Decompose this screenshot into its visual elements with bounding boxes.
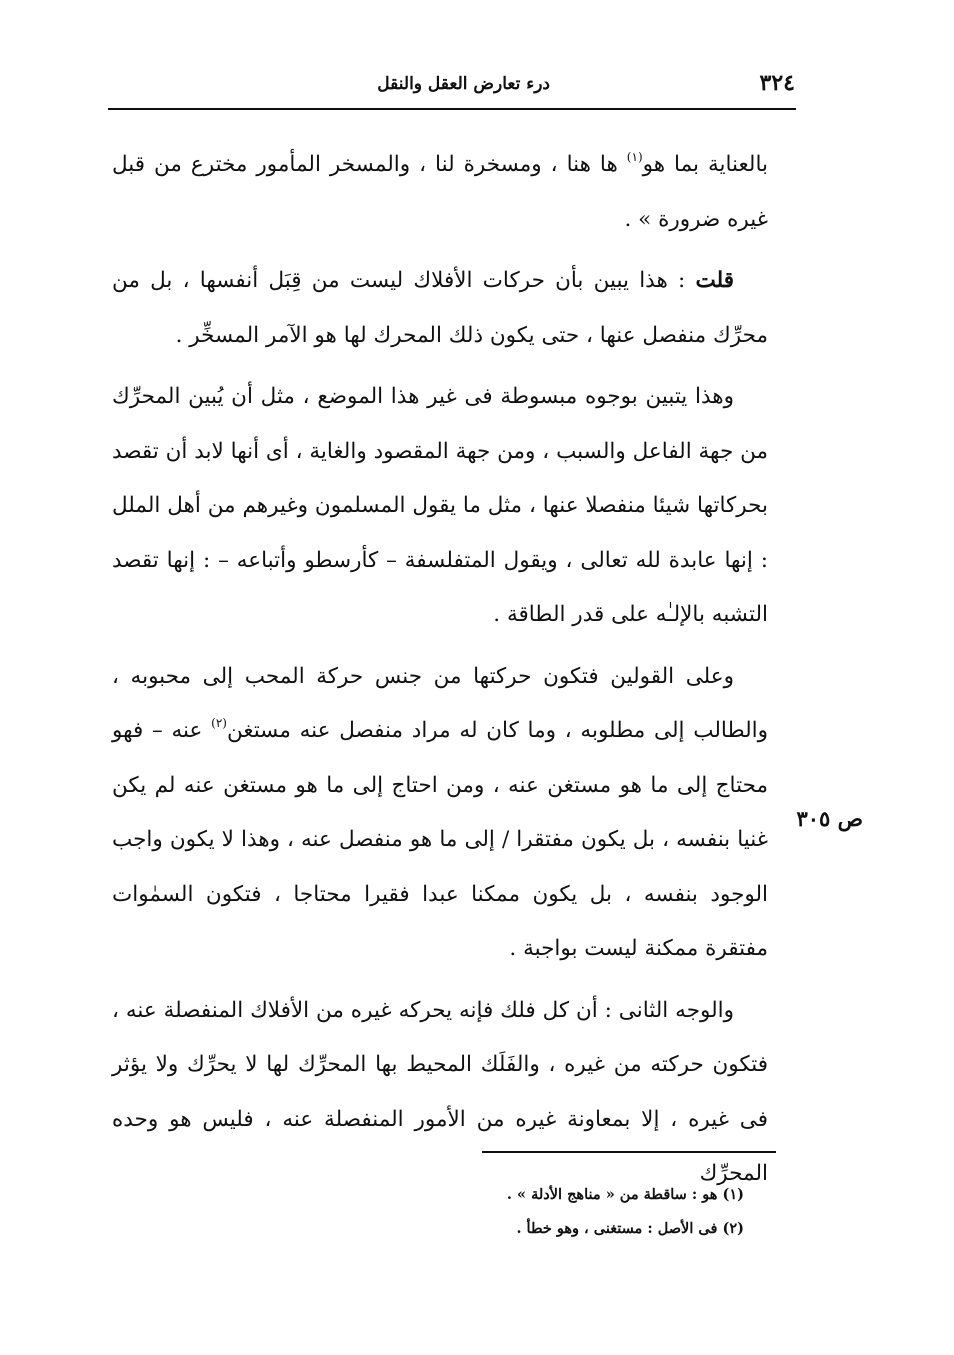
footnote-1: (١) هو : ساقطة من « مناهج الأدلة » . [506, 1186, 744, 1203]
paragraph-2-lead: قلت [695, 268, 734, 293]
footnote-mark-2: (٢) [211, 716, 227, 730]
paragraph-1 [112, 138, 768, 247]
paragraph-2 [112, 254, 768, 363]
paragraph-1-text-cont: ها هنا ، ومسخرة لنا ، والمسخر المأمور مخترع من قبل غيره ضرورة » . [112, 152, 768, 232]
paragraph-3 [112, 370, 768, 643]
running-title: درء تعارض العقل والنقل [377, 74, 550, 94]
main-text [112, 138, 768, 1202]
footnotes [440, 1178, 744, 1246]
paragraph-4-text-cont: عنه – فهو محتاج إلى ما هو مستغن عنه ، ومن احتاج إلى ما هو مستغن عنه لم يكن غنيا بنفسه ، بل يكون مفتقرا / إلى ما هو منفصل عنه ، وهذا لا يكون واجب الوجود بنفسه ، بل يكون ممكنا عبدا فقيرا محتاجا ، فتكون السمٰوات مفتقرة ممكنة ليست بواجبة . [112, 718, 768, 961]
footnote-mark-1: (١) [626, 150, 643, 164]
paragraph-5 [112, 984, 768, 1202]
footnote-rule [482, 1151, 776, 1153]
paragraph-5-text: والوجه الثانى : أن كل فلك فإنه يحركه غيره من الأفلاك المنفصلة عنه ، فتكون حركته من غيره ، والفَلَك المحيط بها المحرِّك لها لا يحرِّك ولا يؤثر فى غيره ، إلا بمعاونة غيره من الأمور المنفصلة عنه ، فليس هو وحده المحرِّك [112, 997, 768, 1186]
header-rule [108, 108, 796, 110]
paragraph-4 [112, 650, 768, 977]
paragraph-1-text: بالعناية بما هو [642, 152, 768, 177]
paragraph-3-text: وهذا يتبين بوجوه مبسوطة فى غير هذا الموضع ، مثل أن يُبين المحرِّك من جهة الفاعل والسبب ، ومن جهة المقصود والغاية ، أى أنها لابد أن تقصد بحركاتها شيئا منفصلا عنها ، مثل ما يقول المسلمون وغيرهم من أهل الملل : إنها عابدة لله تعالى ، ويقول المتفلسفة – كأرسطو وأتباعه – : إنها تقصد التشبه بالإلـٰه على قدر الطاقة . [112, 384, 768, 627]
page-number: ٣٢٤ [759, 70, 795, 96]
paragraph-2-text: : هذا يبين بأن حركات الأفلاك ليست من قِبَل أنفسها ، بل من محرِّك منفصل عنها ، حتى يكون ذلك المحرك لها هو الآمر المسخِّر . [112, 268, 768, 348]
paragraph-4-text: وعلى القولين فتكون حركتها من جنس حركة المحب إلى محبوبه ، والطالب إلى مطلوبه ، وما كان له مراد منفصل عنه مستغن [112, 663, 769, 743]
margin-page-reference: ص ٣٠٥ [796, 806, 863, 831]
footnote-2: (٢) فى الأصل : مستغنى ، وهو خطأ . [516, 1220, 744, 1237]
page-header [110, 66, 795, 102]
